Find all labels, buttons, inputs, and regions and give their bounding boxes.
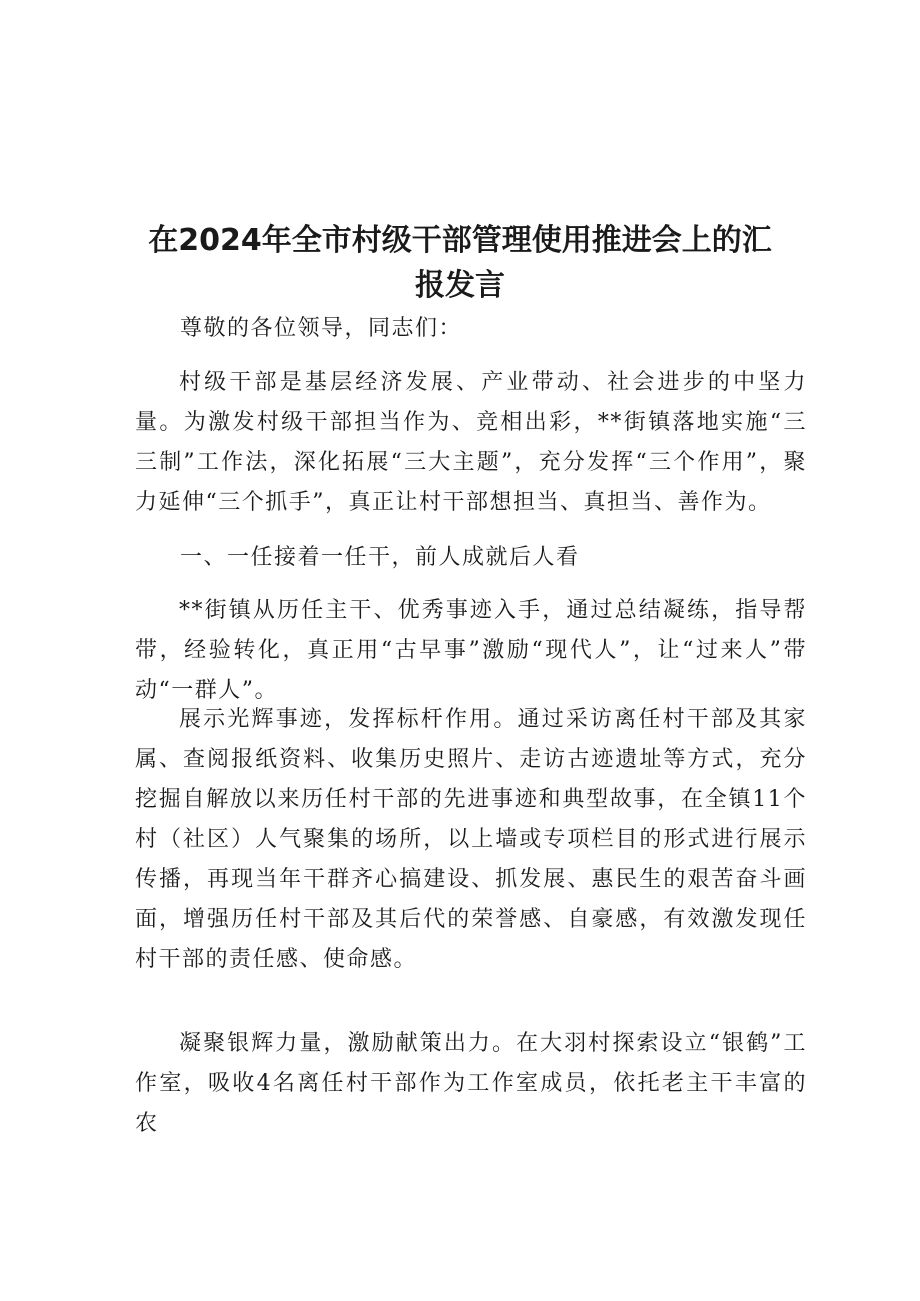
salutation: 尊敬的各位领导，同志们： xyxy=(180,316,463,341)
paragraph-intro xyxy=(135,363,807,523)
paragraph-glorious-deeds xyxy=(135,700,807,980)
paragraph-section1-overview xyxy=(135,591,807,711)
paragraph-text: **街镇从历任主干、优秀事迹入手，通过总结凝练，指导帮带，经验转化，真正用“古早事”激励“现代人”，让“过来人”带动“一群人”。 xyxy=(135,598,807,703)
paragraph-text: 凝聚银辉力量，激励献策出力。在大羽村探索设立“银鹤”工作室，吸收4名离任村干部作为工作室成员，依托老主干丰富的农 xyxy=(135,1031,807,1136)
section-heading-1: 一、一任接着一任干，前人成就后人看 xyxy=(180,545,580,570)
document-title-line-2: 报发言 xyxy=(415,268,505,303)
paragraph-silver-power xyxy=(135,1024,807,1144)
document-title-line-1: 在2024年全市村级干部管理使用推进会上的汇 xyxy=(148,223,772,258)
paragraph-text: 村级干部是基层经济发展、产业带动、社会进步的中坚力量。为激发村级干部担当作为、竞相出彩，**街镇落地实施“三三制”工作法，深化拓展“三大主题”，充分发挥“三个作用”，聚力延伸“三个抓手”，真正让村干部想担当、真担当、善作为。 xyxy=(135,370,807,515)
paragraph-text: 展示光辉事迹，发挥标杆作用。通过采访离任村干部及其家属、查阅报纸资料、收集历史照片、走访古迹遗址等方式，充分挖掘自解放以来历任村干部的先进事迹和典型故事，在全镇11个村（社区）人气聚集的场所，以上墙或专项栏目的形式进行展示传播，再现当年干群齐心搞建设、抓发展、惠民生的艰苦奋斗画面，增强历任村干部及其后代的荣誉感、自豪感，有效激发现任村干部的责任感、使命感。 xyxy=(135,707,807,972)
